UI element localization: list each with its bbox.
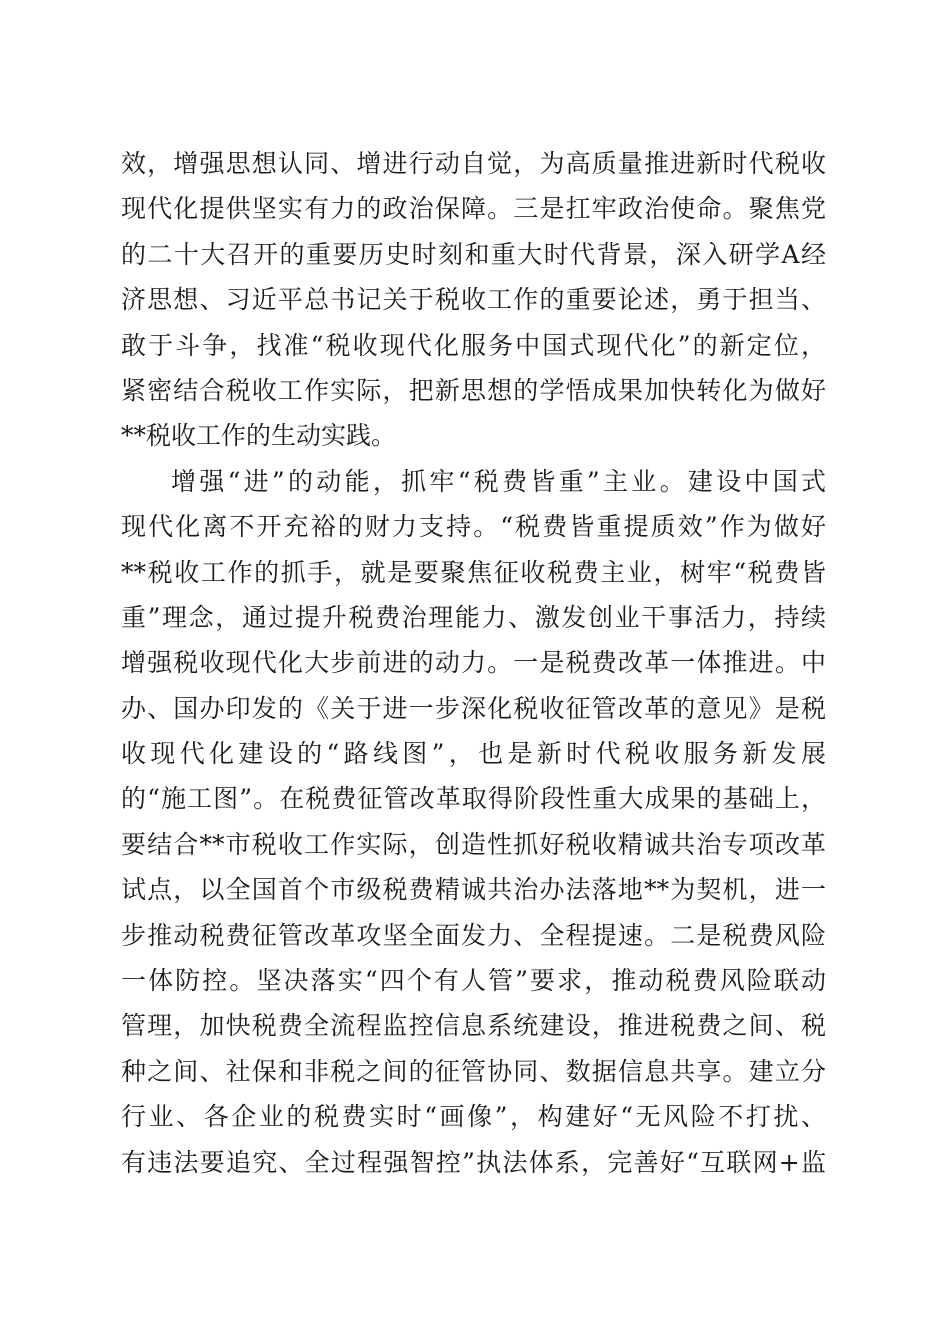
text-line: 行业、各企业的税费实时“画像”，构建好“无风险不打扰、 [121,1102,826,1132]
text-line: 种之间、社保和非税之间的征管协同、数据信息共享。建立分 [121,1056,826,1086]
text-line: 管理，加快税费全流程监控信息系统建设，推进税费之间、税 [121,1011,826,1041]
text-line: 增强税收现代化大步前进的动力。一是税费改革一体推进。中 [121,648,826,678]
text-line: **税收工作的抓手，就是要聚焦征收税费主业，树牢“税费皆 [121,557,826,587]
text-line: **税收工作的生动实践。 [121,421,397,451]
paragraph-2 [121,459,826,1185]
body-text [121,141,826,1185]
text-line: 现代化离不开充裕的财力支持。“税费皆重提质效”作为做好 [121,512,826,542]
text-line: 敢于斗争，找准“税收现代化服务中国式现代化”的新定位， [121,330,826,360]
text-line: 紧密结合税收工作实际，把新思想的学悟成果加快转化为做好 [121,375,826,405]
text-line: 试点，以全国首个市级税费精诚共治办法落地**为契机，进一 [121,875,826,905]
text-line: 增强“进”的动能，抓牢“税费皆重”主业。建设中国式 [171,466,826,496]
text-line: 济思想、习近平总书记关于税收工作的重要论述，勇于担当、 [121,285,826,315]
paragraph-1 [121,141,826,459]
text-line: 要结合**市税收工作实际，创造性抓好税收精诚共治专项改革 [121,829,826,859]
text-line: 收现代化建设的“路线图”，也是新时代税收服务新发展 [121,739,826,769]
text-line: 步推动税费征管改革攻坚全面发力、全程提速。二是税费风险 [121,920,826,950]
text-line: 办、国办印发的《关于进一步深化税收征管改革的意见》是税 [121,693,826,723]
text-line: 的二十大召开的重要历史时刻和重大时代背景，深入研学A经 [121,239,826,269]
text-line: 效，增强思想认同、增进行动自觉，为高质量推进新时代税收 [121,149,826,178]
text-line: 的“施工图”。在税费征管改革取得阶段性重大成果的基础上， [121,784,826,814]
text-line: 重”理念，通过提升税费治理能力、激发创业干事活力，持续 [121,602,826,632]
text-line: 有违法要追究、全过程强智控”执法体系，完善好“互联网+监 [121,1147,826,1177]
text-line: 一体防控。坚决落实“四个有人管”要求，推动税费风险联动 [121,966,826,996]
text-line: 现代化提供坚实有力的政治保障。三是扛牢政治使命。聚焦党 [121,194,826,224]
